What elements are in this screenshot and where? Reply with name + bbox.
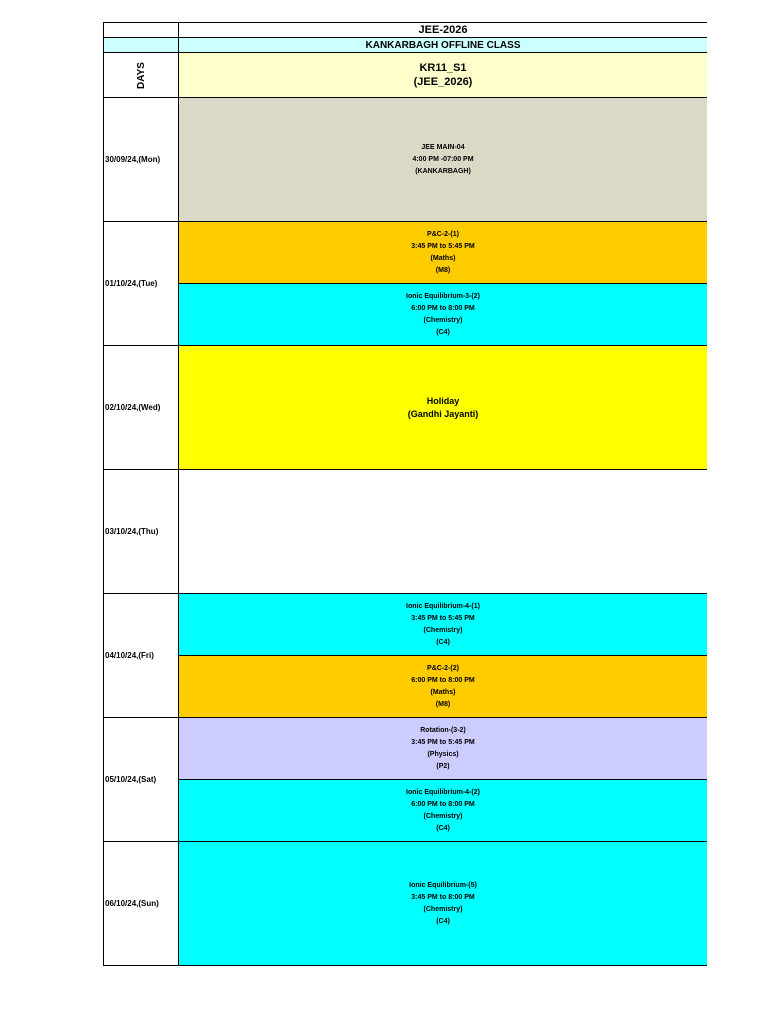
day-row <box>103 594 707 718</box>
slot-detail: (Chemistry) <box>423 905 463 913</box>
timetable-title: JEE-2026 <box>179 22 707 38</box>
schedule-cell <box>179 718 707 842</box>
batch-name: (JEE_2026) <box>413 76 473 88</box>
slot-detail: (KANKARBAGH) <box>415 167 471 175</box>
day-label: 05/10/24,(Sat) <box>105 775 157 784</box>
slot-title: P&C-2-(2) <box>427 664 459 672</box>
slot-title: Ionic Equilibrium-(5) <box>409 881 477 889</box>
slot-title: Ionic Equilibrium-3-(2) <box>406 292 480 300</box>
schedule-cell <box>179 470 707 594</box>
title-row-blank <box>104 22 179 38</box>
day-cell <box>104 346 179 470</box>
slot-detail: 3:45 PM to 5:45 PM <box>411 614 475 622</box>
day-label: 30/09/24,(Mon) <box>105 155 161 164</box>
class-slot <box>179 718 707 779</box>
class-slot <box>179 283 707 345</box>
day-cell <box>104 594 179 718</box>
slot-detail: 6:00 PM to 8:00 PM <box>411 800 475 808</box>
batch-code: KR11_S1 <box>419 62 467 74</box>
class-slot <box>179 842 707 965</box>
day-label: 04/10/24,(Fri) <box>105 651 154 660</box>
slot-detail: (C4) <box>436 824 450 832</box>
slot-detail: (Chemistry) <box>423 316 463 324</box>
class-slot <box>179 779 707 841</box>
slot-detail: (C4) <box>436 638 450 646</box>
slot-detail: 3:45 PM to 5:45 PM <box>411 738 475 746</box>
slot-detail: (M8) <box>435 266 451 274</box>
schedule-cell <box>179 346 707 470</box>
slot-title: Rotation-(3-2) <box>420 726 466 734</box>
slot-detail: 6:00 PM to 8:00 PM <box>411 676 475 684</box>
subtitle-row <box>103 38 707 53</box>
class-slot <box>179 98 707 221</box>
day-row <box>103 470 707 594</box>
day-cell <box>104 842 179 966</box>
day-row <box>103 222 707 346</box>
slot-detail: (M8) <box>435 700 451 708</box>
class-slot <box>179 594 707 655</box>
class-slot <box>179 346 707 469</box>
day-row <box>103 346 707 470</box>
slot-detail: (P2) <box>436 762 450 770</box>
subtitle-row-blank <box>104 38 179 53</box>
timetable <box>103 22 707 966</box>
slot-title: Holiday <box>426 395 460 406</box>
day-label: 02/10/24,(Wed) <box>105 403 161 412</box>
slot-detail: (Maths) <box>430 254 456 262</box>
day-label: 06/10/24,(Sun) <box>105 899 159 908</box>
slot-detail: (Chemistry) <box>423 626 463 634</box>
batch-row <box>103 53 707 98</box>
timetable-subtitle: KANKARBAGH OFFLINE CLASS <box>179 38 707 53</box>
slot-detail: (C4) <box>436 328 450 336</box>
slot-title: P&C-2-(1) <box>427 230 459 238</box>
slot-detail: (C4) <box>436 917 450 925</box>
class-slot <box>179 222 707 283</box>
day-cell <box>104 222 179 346</box>
slot-detail: (Chemistry) <box>423 812 463 820</box>
slot-detail: (Physics) <box>427 750 459 758</box>
batch-header-cell <box>179 53 707 98</box>
day-label: 01/10/24,(Tue) <box>105 279 158 288</box>
class-slot <box>179 655 707 717</box>
title-row <box>103 22 707 38</box>
slot-title: JEE MAIN-04 <box>421 143 465 151</box>
schedule-cell <box>179 594 707 718</box>
schedule-cell <box>179 842 707 966</box>
slot-detail: (Gandhi Jayanti) <box>407 408 479 419</box>
day-cell <box>104 470 179 594</box>
day-rows <box>103 98 707 966</box>
slot-detail: (Maths) <box>430 688 456 696</box>
days-header-cell <box>104 53 179 98</box>
slot-detail: 3:45 PM to 8:00 PM <box>411 893 475 901</box>
slot-detail: 6:00 PM to 8:00 PM <box>411 304 475 312</box>
day-row <box>103 98 707 222</box>
day-row <box>103 718 707 842</box>
slot-detail: 4:00 PM -07:00 PM <box>412 155 474 163</box>
day-cell <box>104 98 179 222</box>
slot-title: Ionic Equilibrium-4-(1) <box>406 602 480 610</box>
day-row <box>103 842 707 966</box>
schedule-cell <box>179 222 707 346</box>
slot-detail: 3:45 PM to 5:45 PM <box>411 242 475 250</box>
empty-slot <box>179 470 707 593</box>
slot-title: Ionic Equilibrium-4-(2) <box>406 788 480 796</box>
days-header-label: DAYS <box>135 61 147 89</box>
day-cell <box>104 718 179 842</box>
schedule-cell <box>179 98 707 222</box>
day-label: 03/10/24,(Thu) <box>105 527 159 536</box>
